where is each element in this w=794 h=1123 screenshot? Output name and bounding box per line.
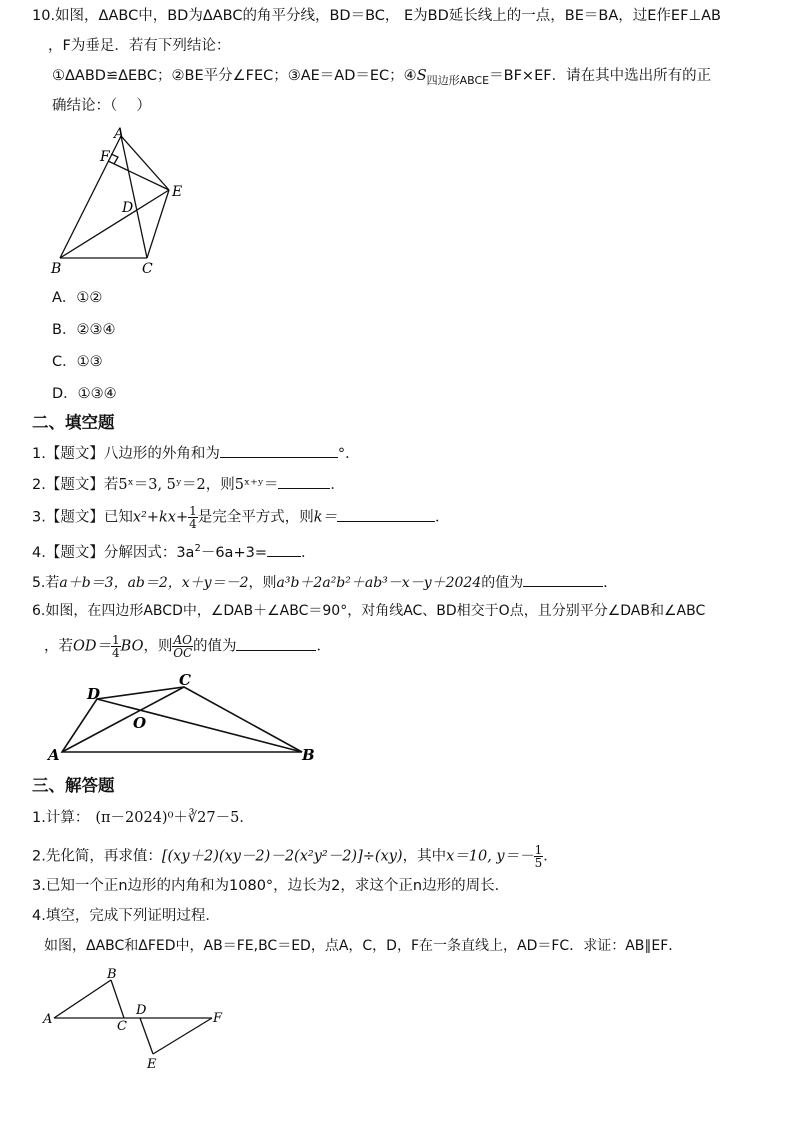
s2-q1-answer-blank[interactable] (220, 442, 338, 458)
s2-question-6-line-2: ，若OD＝ $\frac{1}{4}$ BO，则 $\frac{AO}{OC}$ 的值为 ． (44, 633, 331, 660)
s2-q5-answer-blank[interactable] (523, 571, 603, 587)
s3-q2-fraction: $\frac{1}{5}$ (534, 843, 543, 870)
s3-question-4: 4.填空，完成下列证明过程． (32, 908, 220, 924)
s3-q4-label-d: D (136, 1003, 147, 1018)
s3-q4-label-a: A (43, 1012, 53, 1027)
s3-q4-triangles-figure (40, 962, 240, 1072)
s2-q3-answer-blank[interactable] (337, 506, 435, 522)
s2-q6-label-o: O (133, 714, 147, 732)
s2-q3-fraction: $\frac{1}{4}$ (189, 504, 197, 531)
section-2-heading: 二、填空题 (32, 413, 115, 432)
q10-line-1: 10.如图，ΔABC中，BD为ΔABC的角平分线，BD＝BC， E为BD延长线上的一点，BE＝BA，过E作EF⊥AB (32, 8, 721, 24)
s3-question-1: 1.计算： (π－2024)⁰＋∛27－5． (32, 810, 254, 826)
s2-q6-label-b: B (302, 746, 315, 764)
s3-q4-label-c: C (117, 1019, 127, 1034)
s3-question-4-body: 如图，ΔABC和ΔFED中，AB＝FE,BC＝ED，点A，C，D，F在一条直线上，AD＝FC．求证：AB∥EF． (44, 938, 683, 954)
q10-triangle-figure (48, 124, 198, 279)
s2-q6-fraction-2: $\frac{AO}{OC}$ (173, 633, 193, 660)
s2-q4-answer-blank[interactable] (267, 541, 301, 557)
s2-question-6-line-1: 6.如图，在四边形ABCD中，∠DAB＋∠ABC＝90°，对角线AC、BD相交于O点，且分别平分∠DAB和∠ABC (32, 603, 706, 619)
s2-question-1: 1.【题文】八边形的外角和为 °． (32, 442, 360, 464)
q10-line-2: ，F为垂足．若有下列结论： (48, 38, 231, 54)
q10-label-f: F (100, 149, 110, 165)
s2-q6-label-c: C (179, 671, 191, 689)
s3-q4-label-b: B (107, 967, 117, 982)
q10-line-3 (52, 66, 711, 91)
s2-q6-label-d: D (87, 685, 101, 703)
q10-label-b: B (51, 261, 62, 277)
q10-label-a: A (114, 126, 125, 142)
s2-q6-quadrilateral-figure (44, 668, 324, 768)
s2-question-2: 2.【题文】若5ˣ＝3, 5ʸ＝2，则5ˣ⁺ʸ＝ ． (32, 473, 345, 495)
s2-q6-fraction-1: $\frac{1}{4}$ (112, 633, 120, 660)
s3-q4-label-e: E (147, 1057, 157, 1072)
q10-area-subscript: 四边形ABCE (426, 74, 490, 87)
s2-question-4: 4.【题文】分解因式：$3a^2-6a+3=$ ． (32, 539, 315, 563)
s3-question-2: 2.先化简，再求值：[(xy＋2)(xy－2)－2(x²y²－2)]÷(xy)，其中x＝10, y＝－ $\frac{1}{5}$ ． (32, 843, 558, 870)
q10-line-4: 确结论：（ ） (52, 98, 151, 114)
section-3-heading: 三、解答题 (32, 776, 115, 795)
q10-area-symbol: S (416, 68, 427, 84)
q10-option-b[interactable]: B．②③④ (52, 322, 116, 338)
q10-conclusions-text-2: ＝BF×EF．请在其中选出所有的正 (489, 68, 712, 84)
q10-label-e: E (172, 184, 183, 200)
q10-conclusions-text: ①ΔABD≌ΔEBC；②BE平分∠FEC；③AE＝AD＝EC；④ (52, 68, 417, 84)
s2-question-5: 5.若a＋b＝3，ab＝2，x＋y＝－2，则a³b＋2a²b²＋ab³－x－y＋2024的值为 ． (32, 571, 617, 593)
s3-question-3: 3.已知一个正n边形的内角和为1080°，边长为2，求这个正n边形的周长． (32, 878, 510, 894)
q10-option-a[interactable]: A．①② (52, 290, 103, 306)
s2-q6-label-a: A (48, 746, 60, 764)
s2-question-3: 3.【题文】已知x²+kx+ $\frac{1}{4}$ 是完全平方式，则k＝ ． (32, 504, 450, 531)
s2-q6-answer-blank[interactable] (236, 635, 316, 651)
s2-q2-answer-blank[interactable] (278, 473, 330, 489)
q10-option-d[interactable]: D．①③④ (52, 386, 117, 402)
q10-option-c[interactable]: C．①③ (52, 354, 103, 370)
q10-label-c: C (142, 261, 153, 277)
q10-label-d: D (122, 200, 134, 216)
s3-q4-label-f: F (213, 1011, 223, 1026)
